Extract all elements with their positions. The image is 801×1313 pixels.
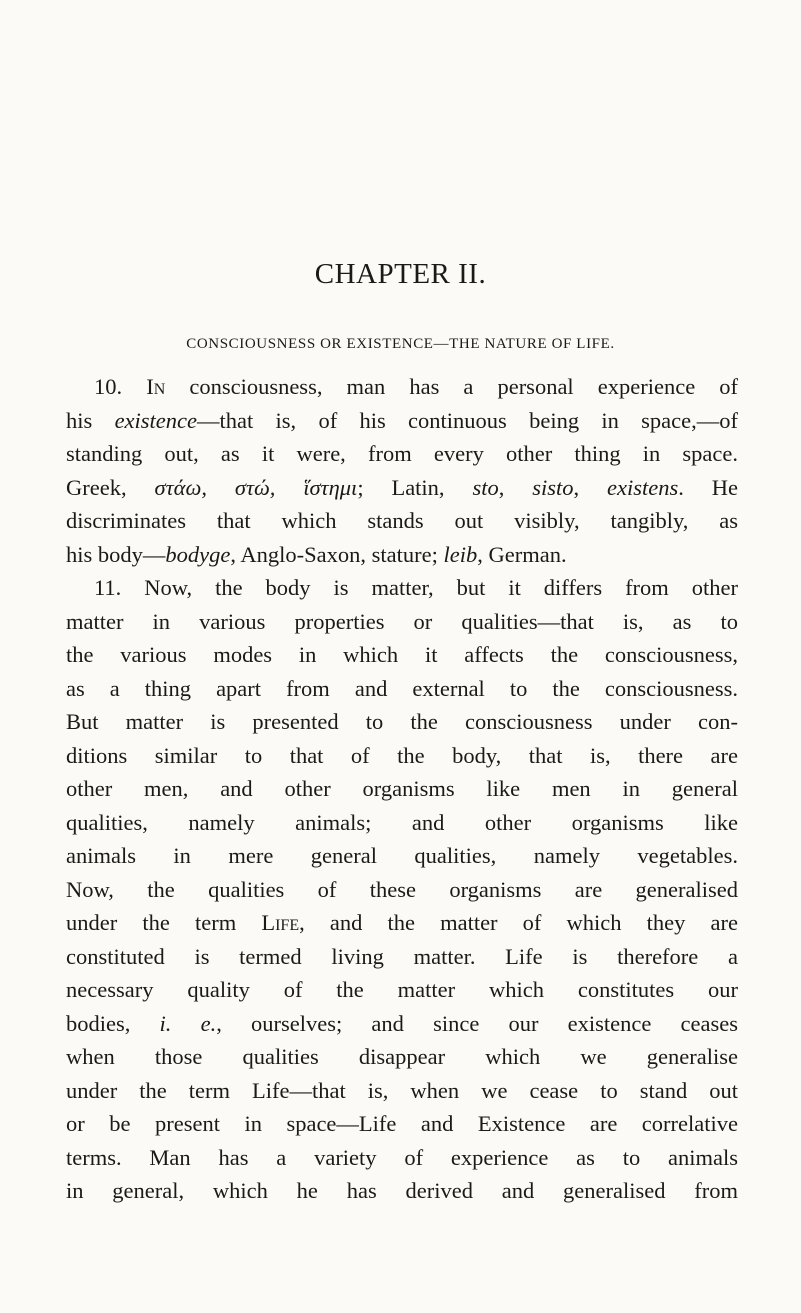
paragraph-11-line-15: when those qualities disappear which we generalise [66,1044,738,1069]
small-caps-term: Life [261,910,300,935]
paragraph-11-line-16: under the term Life—that is, when we cease to stand out [66,1077,738,1103]
text-run: his [66,407,115,433]
paragraph-11-line-7: other men, and other organisms like men in general [66,776,738,801]
italic-term: leib [443,541,478,567]
chapter-title: CHAPTER II. [314,258,487,290]
paragraph-10-line-4 [66,471,738,505]
text-run: , and the matter of which they are [299,910,738,935]
text-run: ; Latin, [357,474,473,500]
paragraph-11-line-9: animals in mere general qualities, namely vegetables. [66,843,738,868]
text-run: consciousness, man has a personal experience of [165,374,738,399]
paragraph-11-line-8: qualities, namely animals; and other organisms like [66,809,738,835]
text-run: Greek, [66,474,155,500]
text-run: —that is, of his continuous being in space,—of [197,407,738,433]
paragraph-10-line-5: discriminates that which stands out visibly, tangibly, as [66,508,738,533]
text-run: , ourselves; and since our existence ceases [216,1010,738,1036]
paragraph-11-line-11 [66,906,738,940]
paragraph-11-line-4: as a thing apart from and external to the consciousness. [66,675,738,701]
text-run: , [573,474,608,500]
italic-term: sto [472,474,499,500]
text-run: under the term [66,910,262,935]
text-run: bodies, [66,1010,160,1036]
text-run: , [498,474,533,500]
paragraph-10-line-3: standing out, as it were, from every other thing in space. [66,441,738,466]
paragraph-11-line-17: or be present in space—Life and Existence are correlative [66,1111,738,1136]
paragraph-11-line-6: ditions similar to that of the body, that is, there are [66,742,738,768]
body-text [66,370,738,1208]
paragraph-11-line-5: But matter is presented to the consciousness under con- [66,709,738,734]
italic-term: existence [114,407,198,433]
paragraph-11-line-14 [66,1007,738,1041]
paragraph-11-line-13: necessary quality of the matter which constitutes our [66,977,738,1002]
paragraph-11-line-10: Now, the qualities of these organisms are generalised [66,876,738,902]
paragraph-11-line-1: 11. Now, the body is matter, but it differs from other [94,575,738,600]
paragraph-11-line-2: matter in various properties or qualities—that is, as to [66,608,738,634]
italic-term: sisto [532,474,574,500]
paragraph-11-line-18: terms. Man has a variety of experience as to animals [66,1144,738,1170]
text-run: his body— [66,541,166,567]
paragraph-10-line-1 [66,370,738,404]
text-run: . He [678,474,738,500]
paragraph-number: 10. [94,374,123,399]
paragraph-10-line-6 [66,538,738,572]
paragraph-11-line-3: the various modes in which it affects the consciousness, [66,642,738,667]
italic-term: bodyge [165,541,231,567]
text-run: , Anglo-Saxon, stature; [230,541,444,567]
greek-words: στάω, στώ, ἵστημι [154,474,358,500]
lead-word: In [146,374,166,399]
paragraph-11-line-19: in general, which he has derived and generalised from [66,1178,738,1203]
text-run: , German. [477,541,567,567]
paragraph-10-line-2 [66,404,738,438]
chapter-subtitle: CONSCIOUSNESS OR EXISTENCE—THE NATURE OF LIFE. [186,336,615,352]
italic-term: i. e. [159,1010,217,1036]
paragraph-11-line-12: constituted is termed living matter. Life is therefore a [66,943,738,969]
italic-term: existens [607,474,679,500]
